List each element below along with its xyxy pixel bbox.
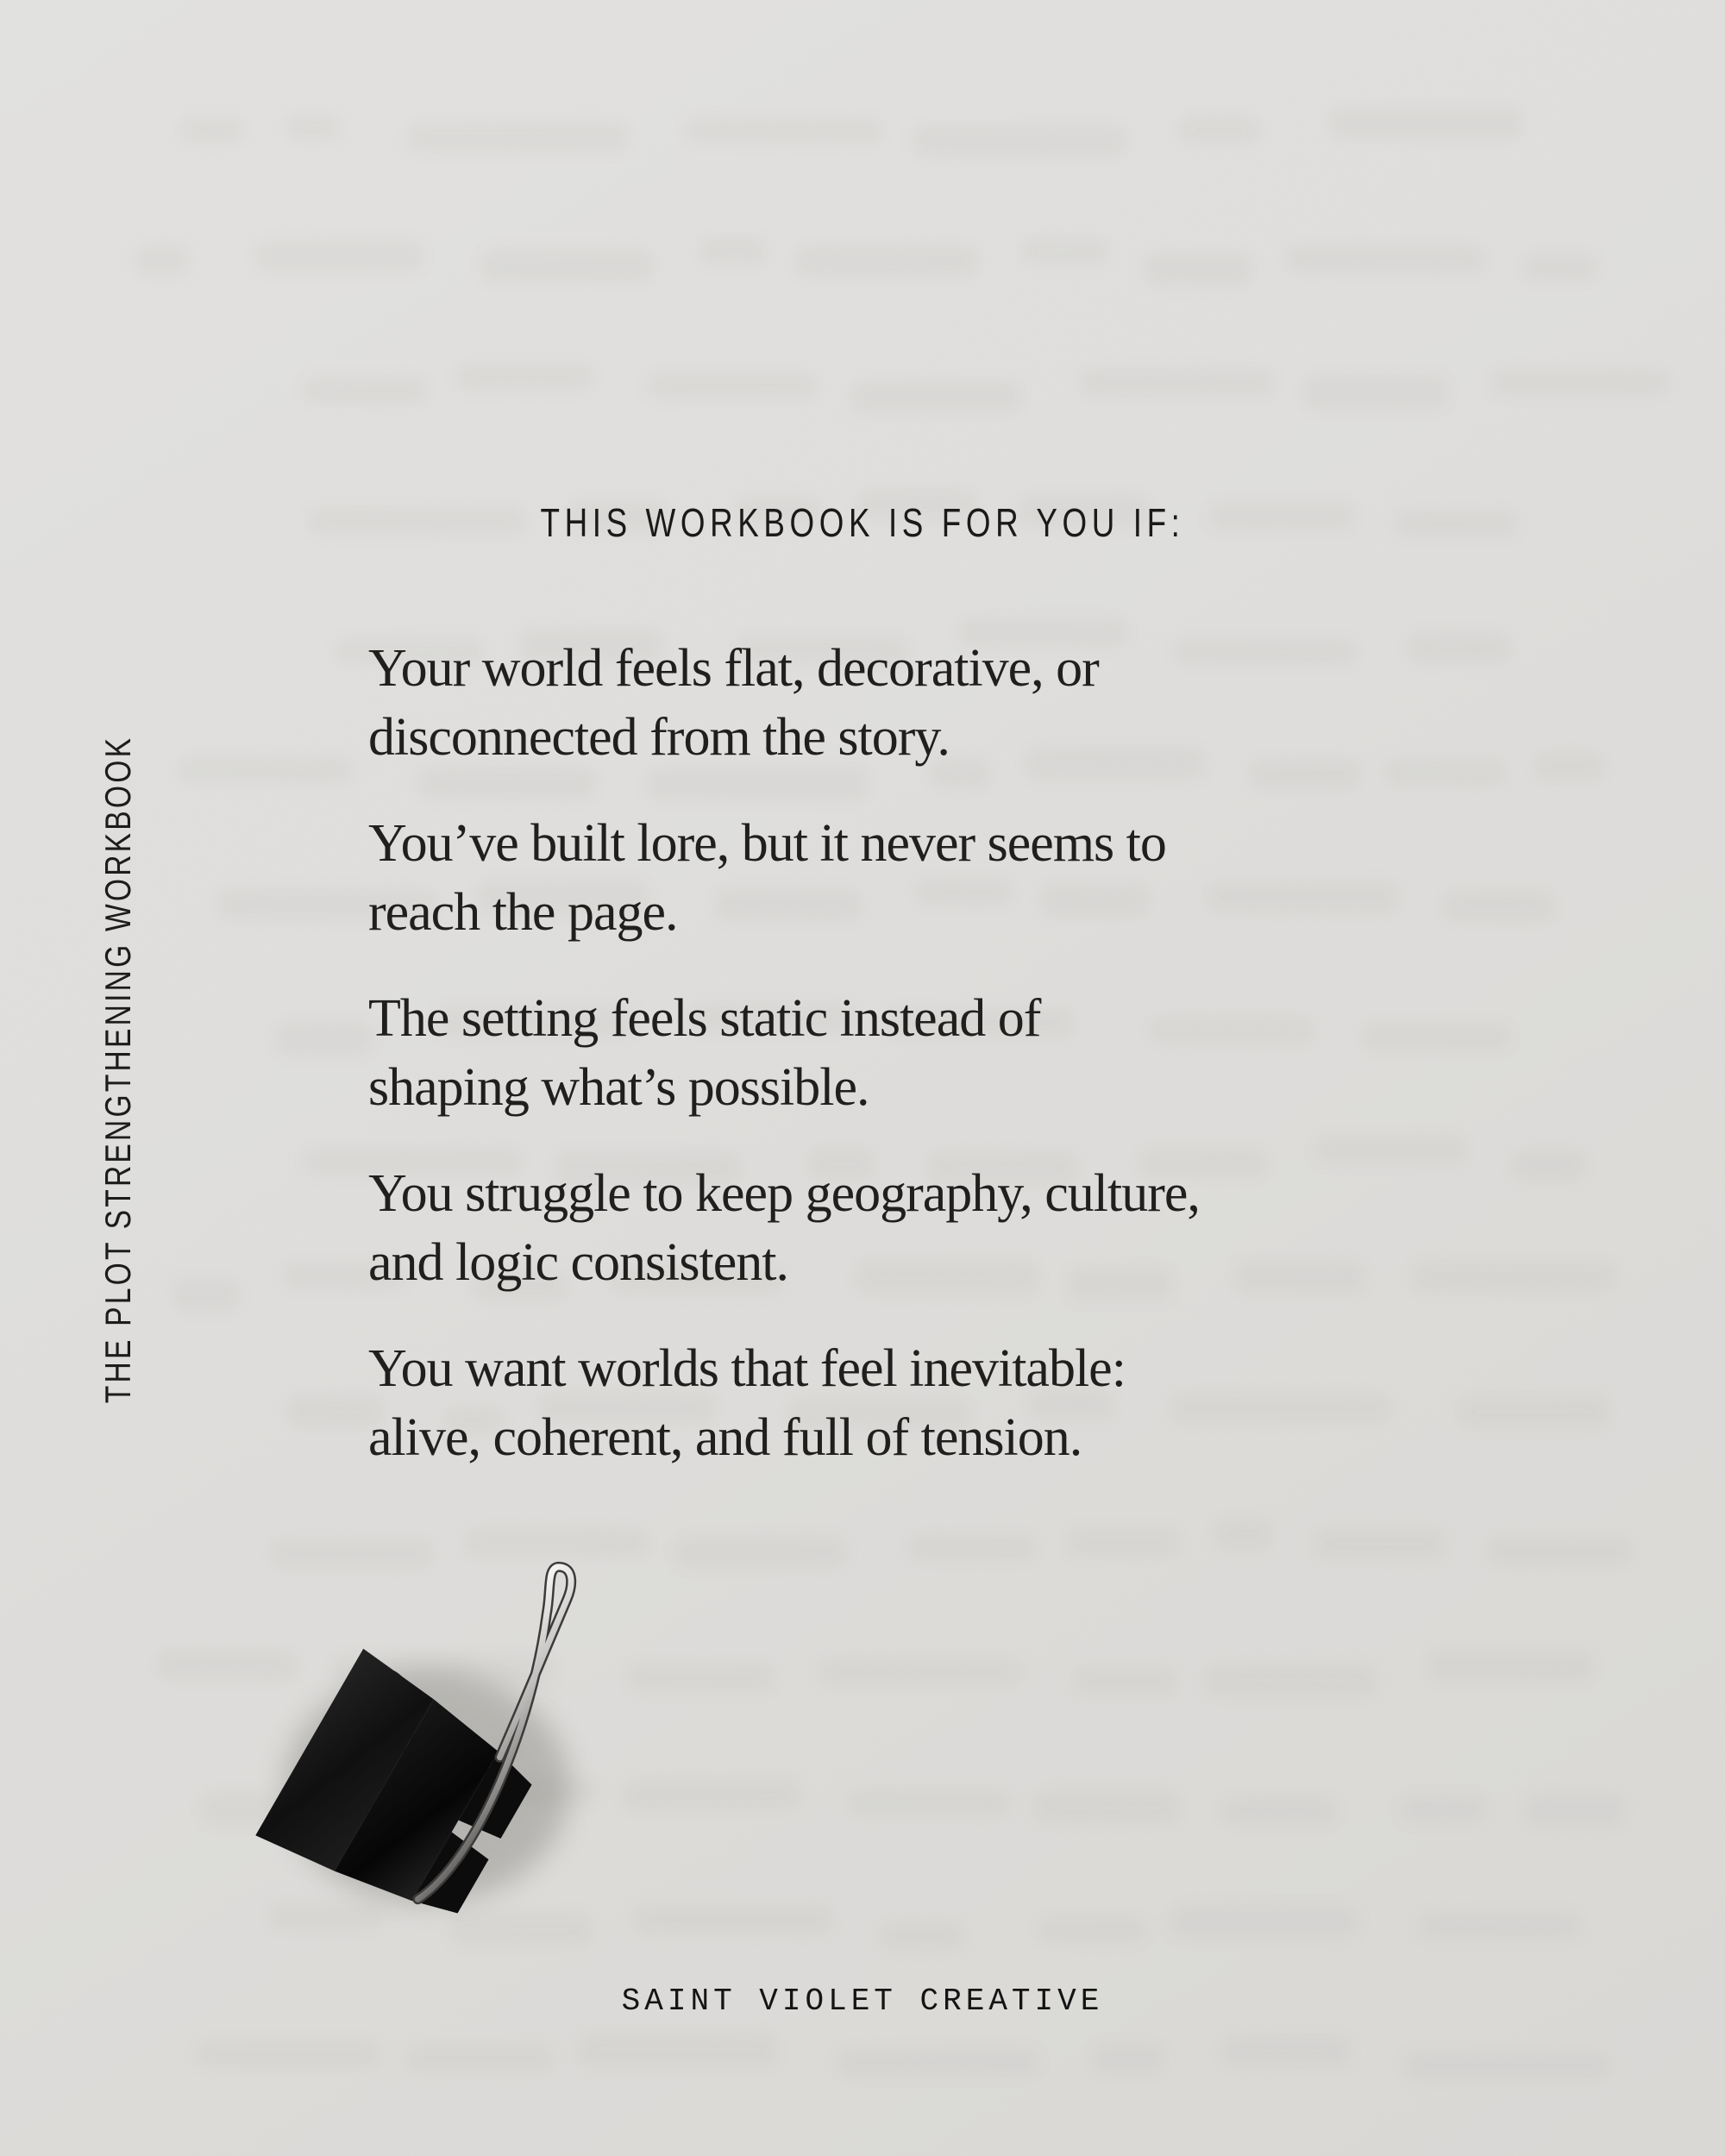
reason-line: alive, coherent, and full of tension. xyxy=(368,1408,1082,1467)
reason-line: You struggle to keep geography, culture, xyxy=(368,1164,1200,1223)
reason-item xyxy=(368,1334,1446,1472)
binder-clip-photo xyxy=(233,1544,630,1958)
reasons-list xyxy=(368,634,1446,1509)
page-heading: THIS WORKBOOK IS FOR YOU IF: xyxy=(540,500,1185,545)
reason-line: Your world feels flat, decorative, or xyxy=(368,639,1099,698)
reason-line: shaping what’s possible. xyxy=(368,1058,869,1117)
reason-line: reach the page. xyxy=(368,883,678,942)
reason-line: You’ve built lore, but it never seems to xyxy=(368,814,1166,873)
reason-item xyxy=(368,1159,1446,1297)
reason-line: disconnected from the story. xyxy=(368,708,950,767)
reason-line: You want worlds that feel inevitable: xyxy=(368,1339,1126,1398)
reason-item xyxy=(368,634,1446,772)
footer-brand: SAINT VIOLET CREATIVE xyxy=(621,1984,1104,2019)
spine-vertical-label: THE PLOT STRENGTHENING WORKBOOK xyxy=(97,735,138,1404)
reason-line: The setting feels static instead of xyxy=(368,989,1041,1048)
reason-item xyxy=(368,809,1446,947)
reason-line: and logic consistent. xyxy=(368,1233,788,1292)
reason-item xyxy=(368,984,1446,1122)
